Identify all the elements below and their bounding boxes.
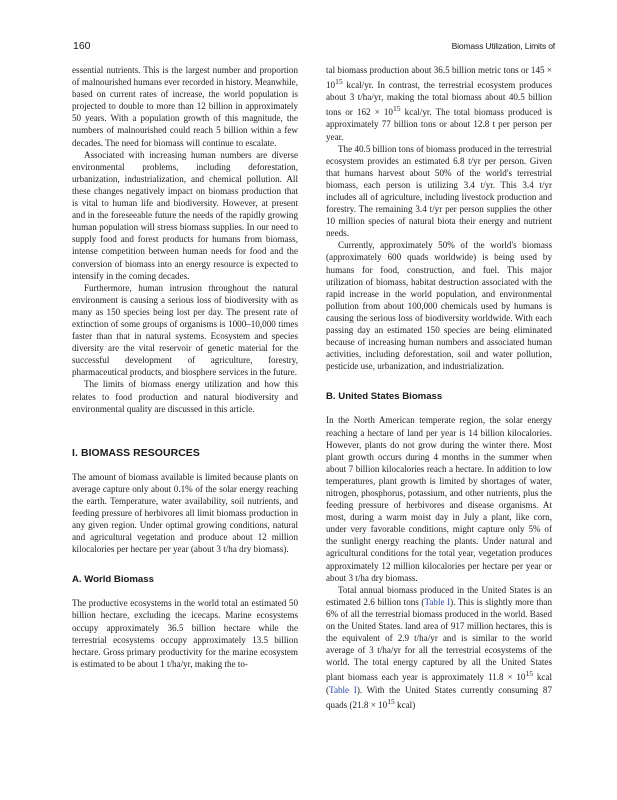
paragraph: The productive ecosystems in the world total an estimated 50 billion hectare, excluding the icecaps. Marine ecosystems occupy approximately 36.5 billion hectare while the terrestrial ecosystems occupy approximately 13.5 billion hectare. Gross primary productivity for the marine ecosystem is estimated to be about 1 t/ha/yr, making the to-	[72, 598, 298, 669]
paragraph: tal biomass production about 36.5 billion metric tons or $145 \times 10^{15}$ kcal/yr. In contrast, the terrestrial ecosystem produces about 3 t/ha/yr, making the total biomass about 40.5 billion tons or $162 \times 10^{15}$ kcal/yr. The total biomass produced is approximately 77 billion tons or about 12.8 t per person per year.	[326, 65, 552, 142]
running-head: Biomass Utilization, Limits of	[451, 41, 555, 51]
subsection-heading: B. United States Biomass	[326, 391, 443, 403]
paragraph: The amount of biomass available is limited because plants on average capture only about 0.1% of the solar energy reaching the earth. Temperature, water availability, soil nutrients, and feeding pressure of herbivores all limit biomass production in any given region. Under optimal growing conditions, natural and agricultural vegetation and produce about 12 million kilocalories per hectare per year (about 3 t/ha dry biomass).	[72, 471, 298, 555]
paragraph: In the North American temperate region, the solar energy reaching a hectare of land per year is 14 billion kilocalories. However, plants do not grow during the winter there. Most plant growth occurs during 4 months in the summer when about 7 billion kilocalories reach a hectare. In addition to low temperatures, plant growth is limited by shortages of water, nitrogen, phosphorus, potassium, and other nutrients, plus the feeding pressure of herbivores and disease organisms. At most, during a warm moist day in July a plant, like corn, under very favorable conditions, might capture only 5% of the sunlight energy reaching the plants. Under natural and agricultural conditions for the total year, vegetation produces approximately 12 million kilocalories per hectare per year or about 3 t/ha dry biomass.	[326, 415, 552, 583]
paragraph: Currently, approximately 50% of the world's biomass (approximately 600 quads worldwide) is being used by humans for food, construction, and fuel. This major utilization of biomass, habitat destruction associated with the rapid increase in the world population, and environmental pollution from about 100,000 chemicals used by humans is causing the serious loss of biodiversity worldwide. With each passing day an estimated 150 species are being eliminated because of increasing human numbers and associated human activities, including deforestation, soil and water pollution, pesticide use, urbanization, and industrialization.	[326, 240, 552, 372]
table-reference-link[interactable]: Table I	[424, 596, 451, 607]
paragraph: Associated with increasing human numbers are diverse environmental problems, including deforestation, urbanization, industrialization, and chemical pollution. All these changes negatively impact on biomass production that is vital to human life and biodiversity. However, at present and in the foreseeable future the needs of the rapidly growing human population will stress biomass supplies. In our need to supply food and forest products for humans from biomass, intense competition between human needs for food and the conversion of biomass into an energy resource is expected to intensify in the coming decades.	[72, 149, 298, 281]
page-number: 160	[73, 40, 91, 52]
section-heading: I. BIOMASS RESOURCES	[72, 447, 200, 459]
table-reference-link[interactable]: Table I	[329, 684, 357, 695]
subsection-heading: A. World Biomass	[72, 574, 154, 586]
left-column	[72, 64, 298, 670]
paragraph: The 40.5 billion tons of biomass produced in the terrestrial ecosystem provides an estimated 6.8 t/yr per person. Given that humans harvest about 50% of the world's terrestrial biomass, each person is utilizing 3.4 t/yr. This 3.4 t/yr includes all of agriculture, including livestock production and forestry. The remaining 3.4 t/yr per person supplies the other 10 million species of natural biota their energy and nutrient needs.	[326, 143, 552, 239]
paragraph: Total annual biomass produced in the United States is an estimated 2.6 billion tons (Table I). This is slightly more than 6% of all the terrestrial biomass produced in the world. Based on the United States. land area of 917 million hectares, this is the equivalent of 2.9 t/ha/yr and is similar to the world average of 3 t/ha/yr for all the terrestrial ecosystems of the world. The total energy captured by all the United States plant biomass each year is approximately $11.8 \times 10^{15}$ kcal (Table I). With the United States currently consuming 87 quads ($21.8 \times 10^{15}$ kcal)	[326, 584, 553, 710]
paragraph: The limits of biomass energy utilization and how this relates to food production and natural biodiversity and environmental quality are discussed in this article.	[72, 379, 298, 414]
paragraph: essential nutrients. This is the largest number and proportion of malnourished humans ever recorded in history. Meanwhile, based on current rates of increase, the world population is projected to double to more than 12 billion in approximately 50 years. With a population growth of this magnitude, the numbers of malnourished could reach 5 billion within a few decades. The need for biomass will continue to escalate.	[72, 65, 298, 148]
right-column	[326, 64, 552, 711]
paragraph: Furthermore, human intrusion throughout the natural environment is causing a serious loss of biodiversity with as many as 150 species being lost per day. The present rate of extinction of some groups of organisms is 1000–10,000 times faster than that in natural systems. Ecosystem and species diversity are the vital reservoir of genetic material for the successful development of agriculture, forestry, pharmaceutical products, and biosphere services in the future.	[72, 282, 298, 378]
